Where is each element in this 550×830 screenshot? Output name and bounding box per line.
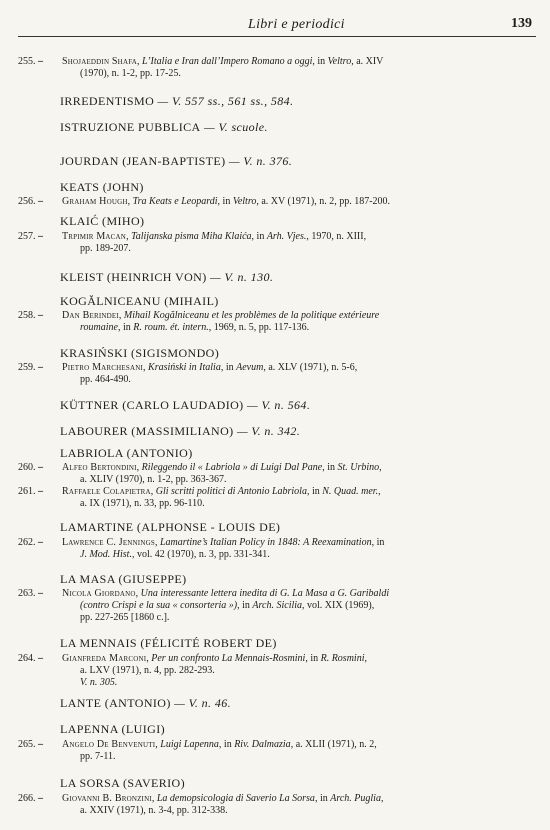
citation-line: Gianfreda Marconi, Per un confronto La Mennais-Rosmini, in R. Rosmini, <box>62 653 367 664</box>
entry-number: 263. – <box>18 588 43 599</box>
subject-heading-name: LA MENNAIS (FÉLICITÉ ROBERT DE) <box>60 636 277 650</box>
citation-line: Pietro Marchesani, Krasiński in Italia, in Aevum, a. XLV (1971), n. 5-6, <box>62 362 358 373</box>
citation-line: (1970), n. 1-2, pp. 17-25. <box>80 68 181 79</box>
subject-heading <box>60 346 219 361</box>
subject-heading <box>60 294 219 309</box>
citation-line: Dan Berindei, Mihail Kogălniceanu et les problèmes de la politique extérieure <box>62 310 380 321</box>
entry-number: 266. – <box>18 793 43 804</box>
entry-number: 256. – <box>18 196 43 207</box>
subject-heading <box>60 776 185 791</box>
subject-heading-name: LABOURER (MASSIMILIANO) <box>60 424 234 438</box>
entry-number: 261. – <box>18 486 43 497</box>
cross-reference: — V. n. 342. <box>233 424 301 438</box>
subject-heading-name: LAPENNA (LUIGI) <box>60 722 165 736</box>
entry-number: 255. – <box>18 56 43 67</box>
subject-heading <box>60 446 193 461</box>
page-number: 139 <box>511 16 532 31</box>
subject-heading-name: JOURDAN (JEAN-BAPTISTE) <box>60 154 226 168</box>
citation-line: V. n. 305. <box>80 677 118 688</box>
subject-heading <box>60 572 187 587</box>
citation-line: pp. 189-207. <box>80 243 131 254</box>
subject-heading-name: LANTE (ANTONIO) <box>60 696 171 710</box>
entry-number: 258. – <box>18 310 43 321</box>
citation-line: Alfeo Bertondini, Rileggendo il « Labriola » di Luigi Dal Pane, in St. Urbino, <box>62 462 382 473</box>
citation-line: Nicola Giordano, Una interessante lettera inedita di G. La Masa a G. Garibaldi <box>62 588 390 599</box>
entry-number: 259. – <box>18 362 43 373</box>
citation-line: a. XXIV (1971), n. 3-4, pp. 312-338. <box>80 805 228 816</box>
subject-heading-name: IRREDENTISMO <box>60 94 155 108</box>
subject-heading-name: KLEIST (HEINRICH VON) <box>60 270 207 284</box>
citation-line: Angelo De Benvenuti, Luigi Lapenna, in Riv. Dalmazia, a. XLII (1971), n. 2, <box>62 739 377 750</box>
citation-line: pp. 464-490. <box>80 374 131 385</box>
entry-citation <box>62 793 492 817</box>
subject-heading <box>60 94 293 109</box>
citation-line: Shojaeddin Shafa, L’Italia e Iran dall’Impero Romano a oggi, in Veltro, a. XIV <box>62 56 384 67</box>
subject-heading <box>60 270 273 285</box>
entry-citation <box>62 653 492 689</box>
citation-line: Giovanni B. Bronzini, La demopsicologia di Saverio La Sorsa, in Arch. Puglia, <box>62 793 384 804</box>
citation-line: Graham Hough, Tra Keats e Leopardi, in Veltro, a. XV (1971), n. 2, pp. 187-200. <box>62 196 391 207</box>
citation-line: Lawrence C. Jennings, Lamartine’s Italian Policy in 1848: A Reexamination, in <box>62 537 385 548</box>
subject-heading-name: KEATS (JOHN) <box>60 180 144 194</box>
entry-citation <box>62 196 492 208</box>
citation-line: J. Mod. Hist., vol. 42 (1970), n. 3, pp. 331-341. <box>80 549 270 560</box>
entry-number: 260. – <box>18 462 43 473</box>
subject-heading-name: ISTRUZIONE PUBBLICA <box>60 120 201 134</box>
cross-reference: — V. scuole. <box>200 120 268 134</box>
entry-citation <box>62 310 492 334</box>
subject-heading-name: LABRIOLA (ANTONIO) <box>60 446 193 460</box>
cross-reference: — V. n. 564. <box>243 398 311 412</box>
subject-heading <box>60 180 144 195</box>
citation-line: pp. 7-11. <box>80 751 116 762</box>
entry-citation <box>62 462 492 486</box>
entry-citation <box>62 537 492 561</box>
running-title: Libri e periodici <box>248 17 345 32</box>
cross-reference: — V. 557 ss., 561 ss., 584. <box>154 94 294 108</box>
subject-heading-name: LA MASA (GIUSEPPE) <box>60 572 187 586</box>
citation-line: a. LXV (1971), n. 4, pp. 282-293. <box>80 665 215 676</box>
citation-line: roumaine, in R. roum. ét. intern., 1969, n. 5, pp. 117-136. <box>80 322 310 333</box>
entry-citation <box>62 362 492 386</box>
subject-heading <box>60 520 280 535</box>
citation-line: Raffaele Colapietra, Gli scritti politici di Antonio Labriola, in N. Quad. mer., <box>62 486 381 497</box>
running-header <box>18 14 536 37</box>
subject-heading-name: KOGĂLNICEANU (MIHAIL) <box>60 294 219 308</box>
entry-citation <box>62 56 492 80</box>
entry-citation <box>62 588 492 624</box>
subject-heading <box>60 636 277 651</box>
subject-heading-name: KLAIĆ (MIHO) <box>60 214 145 228</box>
cross-reference: — V. n. 46. <box>170 696 232 710</box>
citation-line: (contro Crispi e la sua « consorteria »), in Arch. Sicilia, vol. XIX (1969), <box>80 600 375 611</box>
subject-heading <box>60 154 292 169</box>
entry-citation <box>62 739 492 763</box>
subject-heading-name: KRASIŃSKI (SIGISMONDO) <box>60 346 220 360</box>
subject-heading <box>60 696 231 711</box>
subject-heading <box>60 120 268 135</box>
citation-line: pp. 227-265 [1860 c.]. <box>80 612 170 623</box>
subject-heading <box>60 398 310 413</box>
citation-line: a. XLIV (1970), n. 1-2, pp. 363-367. <box>80 474 227 485</box>
entry-citation <box>62 486 492 510</box>
subject-heading-name: KÜTTNER (CARLO LAUDADIO) <box>60 398 244 412</box>
entry-citation <box>62 231 492 255</box>
entry-number: 264. – <box>18 653 43 664</box>
subject-heading <box>60 214 144 229</box>
entry-number: 257. – <box>18 231 43 242</box>
subject-heading <box>60 722 165 737</box>
citation-line: a. IX (1971), n. 33, pp. 96-110. <box>80 498 205 509</box>
entry-number: 262. – <box>18 537 43 548</box>
subject-heading-name: LAMARTINE (ALPHONSE - LOUIS DE) <box>60 520 281 534</box>
subject-heading <box>60 424 300 439</box>
subject-heading-name: LA SORSA (SAVERIO) <box>60 776 186 790</box>
cross-reference: — V. n. 130. <box>206 270 274 284</box>
entry-number: 265. – <box>18 739 43 750</box>
cross-reference: — V. n. 376. <box>225 154 293 168</box>
citation-line: Trpimir Macan, Talijanska pisma Miha Klaića, in Arh. Vjes., 1970, n. XIII, <box>62 231 367 242</box>
